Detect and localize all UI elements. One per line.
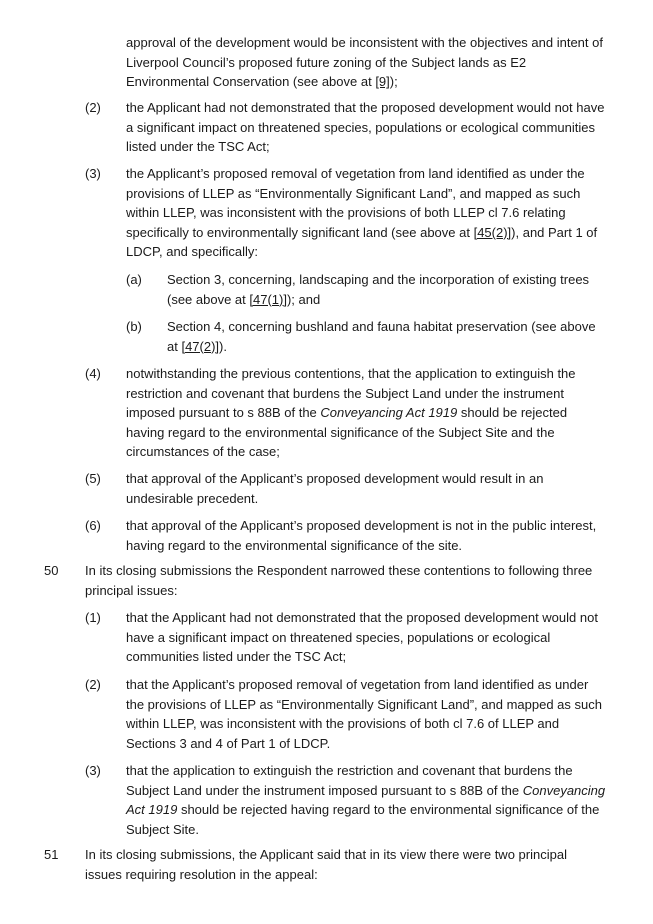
issue-text: that the application to extinguish the restriction and covenant that burdens the Subject Land under the instrument imposed pursuant to s 88B of the Conveyancing Act 1919 should be rejected having regard to the environmental significance of the Subject Site. [126,763,606,837]
statute-name: Conveyancing Act 1919 [320,405,458,421]
contention-text: notwithstanding the previous contentions, that the application to extinguish the restriction and covenant that burdens the Subject Land under the instrument imposed pursuant to s 88B of the Conveyancing Act 1919 should be rejected having regard to the environmental significance of the Subject Site and the circumstances of the case; [126,366,576,460]
issue-text: that the Applicant had not demonstrated that the proposed development would not have a significant impact on threatened species, populations or ecological communities listed under the TSC Act; [126,610,598,665]
contention-number: (6) [85,518,101,533]
paragraph-ref-link[interactable]: [9] [375,74,390,90]
contention-text: the Applicant had not demonstrated that the proposed development would not have a significant impact on threatened species, populations or ecological communities listed under the TSC Act; [126,100,605,155]
contention-text: that approval of the Applicant’s proposed development would result in an undesirable precedent. [126,471,544,506]
sub-item-number: (a) [126,272,142,287]
issue-number: (2) [85,677,101,692]
issue-text: that the Applicant’s proposed removal of vegetation from land identified as under the provisions of LLEP as “Environmentally Significant Land”, and mapped as such within LLEP, was inconsistent with the provisions of both cl 7.6 of LLEP and Sections 3 and 4 of Part 1 of LDCP. [126,677,602,751]
sub-item-number: (b) [126,319,142,334]
issue-number: (1) [85,610,101,625]
sub-item-text: Section 4, concerning bushland and fauna habitat preservation (see above at [47(2)]). [167,319,596,354]
paragraph-ref-link[interactable]: [45(2)] [473,224,512,240]
contention-number: (2) [85,100,101,115]
contention-number: (5) [85,471,101,486]
issue-number: (3) [85,763,101,778]
contention-continued: approval of the development would be inconsistent with the objectives and intent of Liverpool Council’s proposed future zoning of the Subject lands as E2 Environmental Conservation (see above at [9]); [126,35,603,90]
paragraph-text: In its closing submissions, the Applicant said that in its view there were two principal issues requiring resolution in the appeal: [85,847,567,882]
contention-number: (4) [85,366,101,381]
contention-text: the Applicant’s proposed removal of vegetation from land identified as under the provisions of LLEP as “Environmentally Significant Land”, and mapped as such within LLEP, was inconsistent with the provisions of both LLEP cl 7.6 relating specifically to environmentally significant land (see above at [45(2)]), and Part 1 of LDCP, and specifically: [126,166,598,260]
paragraph-number: 50 [44,563,59,578]
sub-item-text: Section 3, concerning, landscaping and the incorporation of existing trees (see above at [47(1)]); and [167,272,590,307]
paragraph-text: In its closing submissions the Respondent narrowed these contentions to following three principal issues: [85,563,593,598]
paragraph-ref-link[interactable]: [47(1)] [249,291,287,307]
contention-number: (3) [85,166,101,181]
statute-name: Conveyancing Act 1919 [126,782,606,818]
contention-text: that approval of the Applicant’s proposed development is not in the public interest, having regard to the environmental significance of the site. [126,518,597,553]
paragraph-number: 51 [44,847,59,862]
paragraph-ref-link[interactable]: [47(2)] [181,338,220,354]
